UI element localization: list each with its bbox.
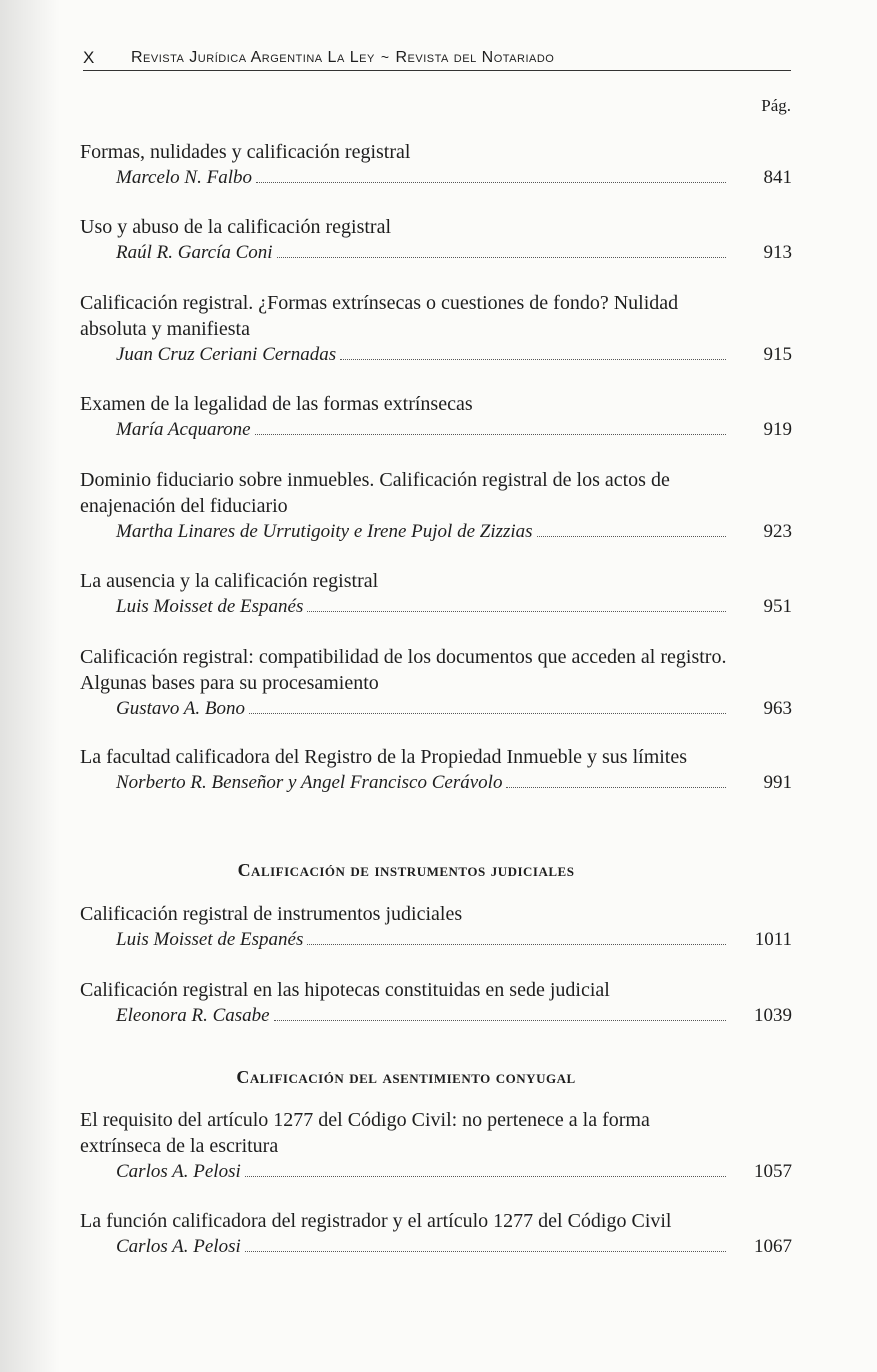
entry-title: Examen de la legalidad de las formas extrínsecas — [80, 393, 473, 415]
entry-page: 1011 — [754, 929, 792, 950]
toc-entry — [80, 901, 792, 953]
toc-entry — [80, 644, 792, 722]
header-journal-right: Revista del Notariado — [395, 49, 555, 66]
toc-entry — [80, 391, 792, 443]
toc-entry — [80, 744, 792, 796]
section-heading: Calificación del asentimiento conyugal — [236, 1067, 576, 1087]
entry-title: La ausencia y la calificación registral — [80, 570, 379, 592]
page-edge-shadow — [0, 0, 60, 1372]
entry-page: 923 — [763, 521, 792, 542]
dot-leader — [277, 256, 726, 258]
dot-leader — [340, 358, 726, 360]
entry-author-row — [80, 1159, 792, 1185]
entry-page: 919 — [763, 419, 792, 440]
toc-entry — [80, 977, 792, 1029]
entry-author: María Acquarone — [116, 419, 251, 440]
running-header — [83, 44, 791, 71]
entry-page: 1039 — [754, 1005, 792, 1026]
entry-title: La función calificadora del registrador y el artículo 1277 del Código Civil — [80, 1210, 672, 1232]
toc-entry — [80, 1107, 792, 1185]
entry-page: 1057 — [754, 1161, 792, 1182]
entry-author-row — [80, 240, 792, 266]
dot-leader — [506, 786, 726, 788]
entry-author: Eleonora R. Casabe — [116, 1005, 270, 1026]
entry-author: Marcelo N. Falbo — [116, 167, 252, 188]
dot-leader — [249, 712, 726, 714]
entry-author-row — [80, 1234, 792, 1260]
toc-entry — [80, 1208, 792, 1260]
entry-author-row — [80, 594, 792, 620]
entry-title: Calificación registral: compatibilidad de los documentos que acceden al registro. Algunas bases para su procesamiento — [80, 646, 727, 694]
dot-leader — [537, 535, 726, 537]
entry-page: 1067 — [754, 1236, 792, 1257]
dot-leader — [245, 1175, 726, 1177]
entry-author: Carlos A. Pelosi — [116, 1161, 241, 1182]
entry-author-row — [80, 927, 792, 953]
dot-leader — [256, 181, 726, 183]
entry-author: Martha Linares de Urrutigoity e Irene Pujol de Zizzias — [116, 521, 533, 542]
entry-title: El requisito del artículo 1277 del Código Civil: no pertenece a la forma extrínseca de la escritura — [80, 1109, 650, 1157]
entry-author-row — [80, 519, 792, 545]
entry-page: 841 — [763, 167, 792, 188]
entry-page: 951 — [763, 596, 792, 617]
header-page-number: X — [83, 48, 95, 67]
entry-author: Gustavo A. Bono — [116, 698, 245, 719]
entry-author-row — [80, 696, 792, 722]
dot-leader — [274, 1019, 726, 1021]
entry-author-row — [80, 770, 792, 796]
entry-page: 963 — [763, 698, 792, 719]
header-journal-left: Revista Jurídica Argentina La Ley — [131, 49, 375, 66]
entry-author: Carlos A. Pelosi — [116, 1236, 241, 1257]
entry-author: Luis Moisset de Espanés — [116, 596, 304, 617]
dot-leader — [307, 610, 726, 612]
entry-title: Calificación registral en las hipotecas constituidas en sede judicial — [80, 979, 610, 1001]
header-separator: ~ — [380, 49, 390, 65]
entry-author-row — [80, 165, 792, 191]
dot-leader — [255, 433, 726, 435]
toc-entry — [80, 139, 792, 191]
entry-page: 913 — [763, 242, 792, 263]
entry-page: 915 — [763, 344, 792, 365]
header-journal-title — [131, 49, 554, 70]
toc-entry — [80, 214, 792, 266]
dot-leader — [245, 1250, 726, 1252]
entry-title: Calificación registral de instrumentos judiciales — [80, 903, 463, 925]
dot-leader — [307, 943, 726, 945]
toc-entry — [80, 290, 792, 368]
entry-author-row — [80, 1003, 792, 1029]
entry-author-row — [80, 417, 792, 443]
entry-author-row — [80, 342, 792, 368]
toc-entry — [80, 467, 792, 545]
toc-entry — [80, 568, 792, 620]
entry-title: Formas, nulidades y calificación registral — [80, 141, 411, 163]
entry-page: 991 — [763, 772, 792, 793]
entry-author: Luis Moisset de Espanés — [116, 929, 304, 950]
section-heading: Calificación de instrumentos judiciales — [237, 860, 575, 880]
entry-title: Uso y abuso de la calificación registral — [80, 216, 391, 238]
entry-title: La facultad calificadora del Registro de la Propiedad Inmueble y sus límites — [80, 746, 688, 768]
entry-author: Norberto R. Benseñor y Angel Francisco Cerávolo — [116, 772, 503, 793]
entry-title: Dominio fiduciario sobre inmuebles. Calificación registral de los actos de enajenación del fiduciario — [80, 469, 670, 517]
entry-author: Raúl R. García Coni — [116, 242, 273, 263]
entry-title: Calificación registral. ¿Formas extrínsecas o cuestiones de fondo? Nulidad absoluta y manifiesta — [80, 292, 679, 340]
page-column-label: Pág. — [761, 96, 791, 115]
entry-author: Juan Cruz Ceriani Cernadas — [116, 344, 337, 365]
